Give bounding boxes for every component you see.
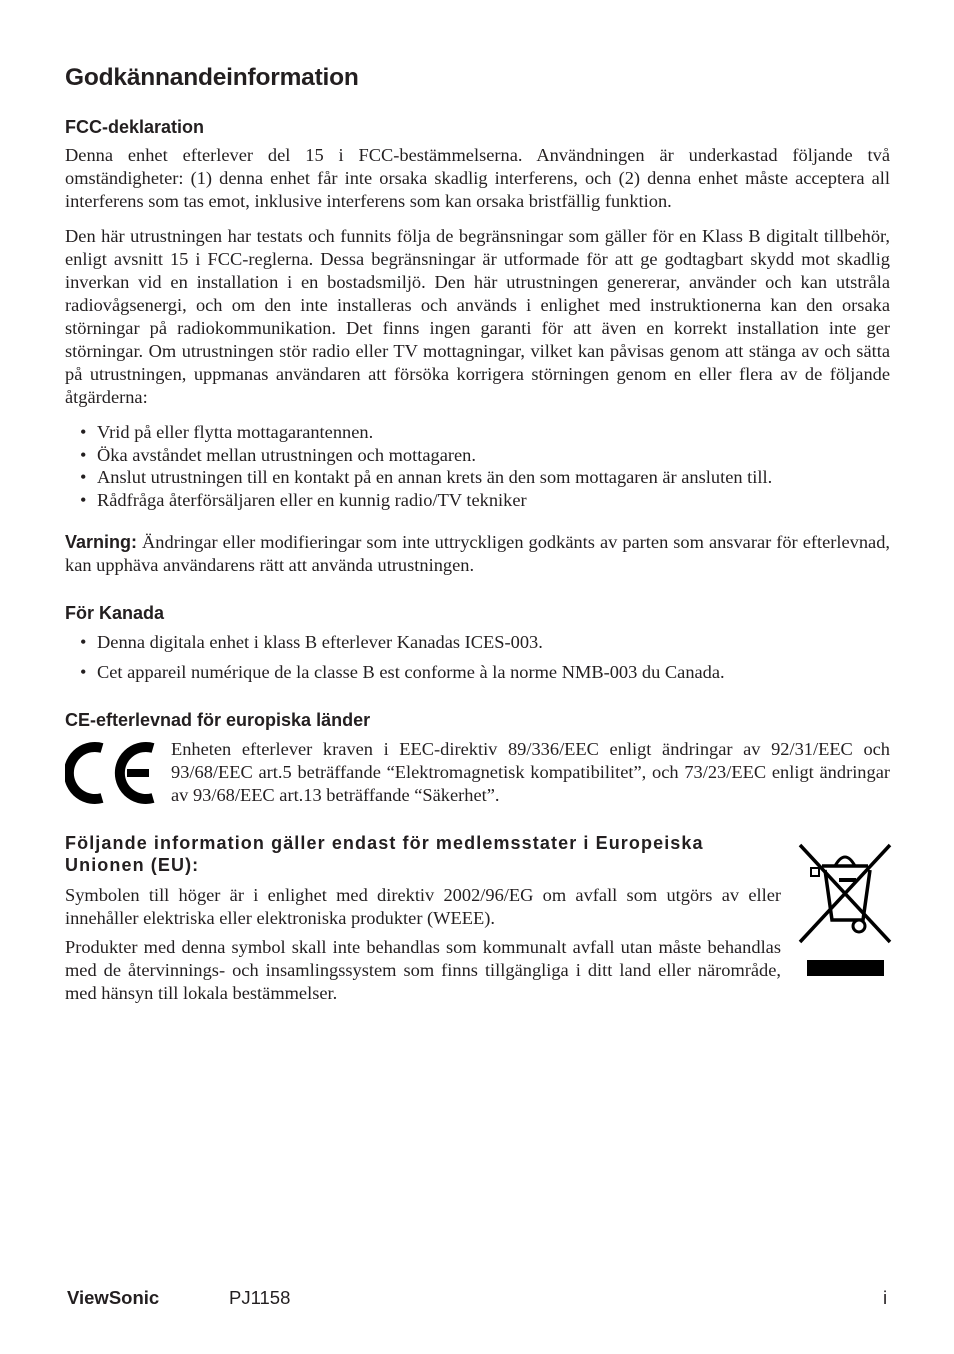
ce-heading: CE-efterlevnad för europiska länder xyxy=(65,710,371,730)
fcc-measures-list xyxy=(65,421,890,511)
document-page xyxy=(65,0,890,1354)
eu-paragraph-2: Produkter med denna symbol skall inte behandlas som kommunalt avfall utan måste behandlas med de återvinnings- och insamlingssystem som finns tillgängliga i ditt land eller närområde, med hänsyn till lokala bestämmelser. xyxy=(65,937,781,1003)
canada-list xyxy=(65,631,890,683)
canada-heading: För Kanada xyxy=(65,603,165,623)
warning-paragraph xyxy=(65,531,890,577)
warning-text: Ändringar eller modifieringar som inte uttryckligen godkänts av parten som ansvarar för efterlevnad, kan upphäva användarens rätt att använda utrustningen. xyxy=(65,532,890,575)
ce-text: Enheten efterlever kraven i EEC-direktiv 89/336/EEC enligt ändringar av 92/31/EEC och 93/68/EEC art.5 beträffande “Elektromagnetisk kompatibilitet”, och 73/23/EEC enligt ändringar av 93/68/EEC art.13 beträffande “Säkerhet”. xyxy=(171,739,890,805)
ce-mark-icon xyxy=(65,738,158,808)
fcc-heading: FCC-deklaration xyxy=(65,117,205,137)
list-item: • Anslut utrustningen till en kontakt på en annan krets än den som mottagaren är ansluten till. xyxy=(65,466,890,489)
fcc-paragraph-2: Den här utrustningen har testats och funnits följa de begränsningar som gäller för en Klass B digitalt tillbehör, enligt avsnitt 15 i FCC-reglerna. Dessa begränsningar är utformade för att ge godtagbart skydd mot skadlig inverkan vid en installation i en bostadsmiljö. Den här utrustningen genererar, använder och kan utstråla radiovågsenergi, och om den inte installeras och används i enlighet med instruktionerna kan den orsaka störningar på radiokommunikation. Det finns ingen garanti för att även en korrekt installation inte ger störningar. Om utrustningen stör radio eller TV mottagningar, vilket kan påvisas genom att stänga av och sätta på utrustningen, uppmanas användaren att försöka korrigera störningen genom en eller flera av de följande åtgärderna: xyxy=(65,226,890,407)
list-item: • Cet appareil numérique de la classe B est conforme à la norme NMB-003 du Canada. xyxy=(65,661,890,684)
fcc-paragraph-1: Denna enhet efterlever del 15 i FCC-bestämmelserna. Användningen är underkastad följande två omständigheter: (1) denna enhet får inte orsaka skadlig interferens, och (2) denna enhet måste acceptera all interferens som tas emot, inklusive interferens som kan orsaka bristfällig funktion. xyxy=(65,145,890,211)
eu-paragraph-1: Symbolen till höger är i enlighet med direktiv 2002/96/EG om avfall som utgörs av eller innehåller elektriska eller elektroniska produkter (WEEE). xyxy=(65,885,781,928)
list-item: • Rådfråga återförsäljaren eller en kunnig radio/TV tekniker xyxy=(65,489,890,512)
list-item: • Denna digitala enhet i klass B efterlever Kanadas ICES-003. xyxy=(65,631,890,654)
list-item: • Öka avståndet mellan utrustningen och mottagaren. xyxy=(65,444,890,467)
list-item: • Vrid på eller flytta mottagarantennen. xyxy=(65,421,890,444)
eu-heading: Följande information gäller endast för medlemsstater i Europeiska Unionen (EU): xyxy=(65,833,704,875)
page-title: Godkännandeinformation xyxy=(65,64,359,91)
warning-label: Varning: xyxy=(65,532,138,552)
crossed-out-wheelie-bin-icon xyxy=(797,842,893,978)
footer-page-number: i xyxy=(883,1287,888,1308)
footer-model: PJ1158 xyxy=(229,1287,291,1308)
footer-brand: ViewSonic xyxy=(67,1287,160,1308)
